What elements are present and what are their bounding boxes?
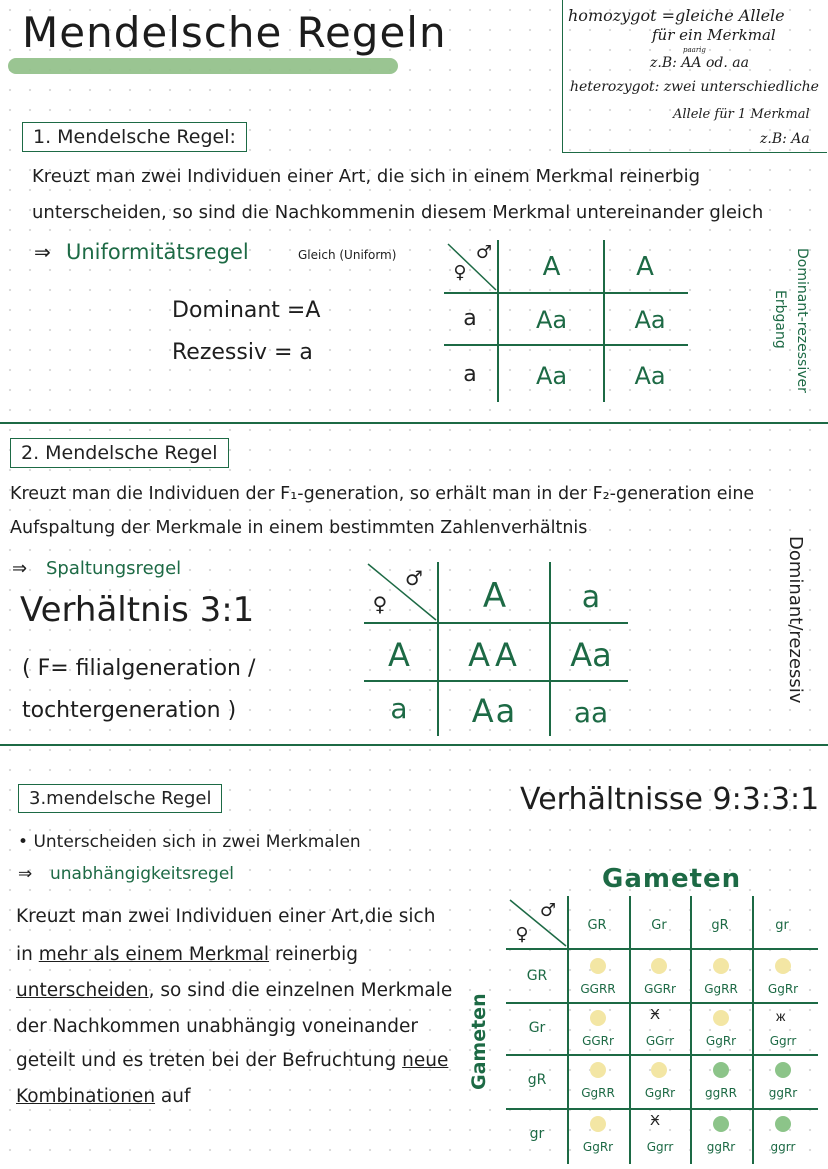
rule3-col-head: gr <box>775 918 789 933</box>
rule3-row-head: GR <box>526 968 548 984</box>
rule2-side-label: Dominant/rezessiv <box>785 536 806 704</box>
rule3-row-head: gr <box>529 1126 545 1142</box>
rule3-label: 3.mendelsche Regel <box>18 784 222 813</box>
yellow-round-pea-icon <box>590 1010 606 1026</box>
def-example-1: z.B: AA od. aa <box>650 55 749 71</box>
rule1-text-2: unterscheiden, so sind die Nachkommenin diesem Merkmal untereinander gleich <box>32 202 764 223</box>
rule3-cell: GgRr <box>644 1086 676 1100</box>
rule3-text-6 <box>16 1086 191 1107</box>
rule2-name: Spaltungsregel <box>46 558 182 579</box>
page-title: Mendelsche Regeln <box>22 8 447 57</box>
rule2-label: 2. Mendelsche Regel <box>10 438 229 468</box>
rule2-row-head: A <box>388 636 410 674</box>
rule2-col-head: A <box>482 576 507 616</box>
rule3-text-5a: geteilt und es treten bei der Befruchtung <box>16 1050 403 1071</box>
rule3-emphasis-2: unterscheiden <box>16 980 149 1001</box>
male-symbol: ♂ <box>475 242 493 263</box>
divider <box>0 422 828 424</box>
yellow-round-pea-icon <box>775 958 791 974</box>
rule1-cell: Aa <box>535 306 568 334</box>
rule3-emphasis-1: mehr als einem Merkmal <box>38 944 270 965</box>
rule1-label: 1. Mendelsche Regel: <box>22 122 247 152</box>
gametes-side-label: Gameten <box>468 993 490 1090</box>
title-highlight <box>8 58 398 74</box>
rule3-text-6b: auf <box>155 1086 191 1107</box>
rule1-cell: Aa <box>634 362 666 390</box>
rule2-text-2: Aufspaltung der Merkmale in einem bestimmten Zahlenverhältnis <box>10 518 588 538</box>
female-symbol: ♀ <box>372 592 388 616</box>
rule1-side-label-1: Dominant-rezessiver <box>794 248 810 393</box>
def-homozygot-2: für ein Merkmal <box>652 26 776 44</box>
yellow-round-pea-icon <box>651 1062 667 1078</box>
rule3-text-4: der Nachkommen unabhängig voneinander <box>16 1016 418 1037</box>
rule3-col-head: Gr <box>651 918 667 933</box>
green-round-pea-icon <box>713 1062 729 1078</box>
rule1-col-head: A <box>542 252 561 282</box>
rule3-cell: Ggrr <box>769 1034 797 1048</box>
rule1-row-head: a <box>463 362 477 387</box>
rule1-text-1: Kreuzt man zwei Individuen einer Art, die sich in einem Merkmal reinerbig <box>32 166 701 187</box>
rule3-col-head: gR <box>711 918 729 933</box>
green-round-pea-icon <box>775 1062 791 1078</box>
rule2-cell: Aa <box>471 692 518 730</box>
rule2-cell: Aa <box>570 636 612 674</box>
def-note: paarig <box>683 46 706 54</box>
green-wrinkled-pea-icon <box>775 1116 791 1132</box>
yellow-round-pea-icon <box>590 958 606 974</box>
rule3-cell: ggRr <box>706 1140 736 1154</box>
rule3-cell: ggRr <box>768 1086 798 1100</box>
rule3-col-head: GR <box>587 918 607 933</box>
yellow-wrinkled-pea-icon: Ӿ <box>650 1112 661 1129</box>
def-heterozygot-2: Allele für 1 Merkmal <box>673 107 810 122</box>
rule2-paren-1: ( F= filialgeneration / <box>22 656 256 681</box>
rule3-cell: ggrr <box>770 1140 796 1154</box>
rule3-arrow: ⇒ <box>18 864 33 884</box>
rule3-cell: GgRr <box>705 1034 737 1048</box>
def-homozygot: homozygot =gleiche Allele <box>568 6 785 25</box>
rule3-cell: GGRr <box>582 1034 614 1048</box>
rule3-bullet-text: Unterscheiden sich in zwei Merkmalen <box>33 832 361 852</box>
yellow-round-pea-icon <box>590 1116 606 1132</box>
rule3-row-head: Gr <box>528 1020 546 1036</box>
rule3-cell: GgRR <box>704 982 738 996</box>
rule3-text-3 <box>16 980 452 1001</box>
rule3-cell: Ggrr <box>646 1140 674 1154</box>
rule1-arrow: ⇒ <box>34 240 51 264</box>
rule1-cell: Aa <box>634 306 666 334</box>
rule1-dominant: Dominant =A <box>172 298 321 323</box>
rule3-text-3b: , so sind die einzelnen Merkmale <box>148 980 453 1001</box>
male-symbol: ♂ <box>539 900 557 921</box>
yellow-round-pea-icon <box>651 958 667 974</box>
male-symbol: ♂ <box>405 566 423 590</box>
rule3-name: unabhängigkeitsregel <box>50 864 235 884</box>
yellow-round-pea-icon <box>713 958 729 974</box>
yellow-wrinkled-pea-icon: ж <box>776 1008 786 1024</box>
rule1-col-head: A <box>636 252 654 282</box>
rule3-cell: GgRr <box>582 1140 614 1154</box>
rule3-cell: GGrr <box>645 1034 675 1048</box>
rule1-name: Uniformitätsregel <box>66 240 249 264</box>
rule2-row-head: a <box>390 692 408 725</box>
rule3-cell: GgRr <box>767 982 799 996</box>
rule2-text-1: Kreuzt man die Individuen der F₁-generation, so erhält man in der F₂-generation eine <box>10 484 755 504</box>
green-round-pea-icon <box>713 1116 729 1132</box>
rule3-cell: GGRR <box>580 982 616 996</box>
rule3-text-5 <box>16 1050 448 1071</box>
yellow-wrinkled-pea-icon: Ӿ <box>650 1006 661 1023</box>
rule1-cell: Aa <box>535 362 568 390</box>
rule3-bullet: • Unterscheiden sich in zwei Merkmalen <box>18 832 361 852</box>
rule3-cell: ggRR <box>705 1086 737 1100</box>
divider <box>0 744 828 746</box>
rule3-text-2a: in <box>16 944 39 965</box>
rule3-text-2 <box>16 944 358 965</box>
rule2-cell: aa <box>573 696 609 729</box>
rule3-emphasis-4: Kombinationen <box>16 1086 156 1107</box>
yellow-round-pea-icon <box>590 1062 606 1078</box>
female-symbol: ♀ <box>515 924 529 945</box>
rule1-side-label-2: Erbgang <box>772 290 788 349</box>
rule1-row-head: a <box>463 306 477 331</box>
gametes-top-label: Gameten <box>602 864 742 894</box>
yellow-round-pea-icon <box>713 1010 729 1026</box>
def-heterozygot: heterozygot: zwei unterschiedliche <box>570 79 819 95</box>
rule3-cell: GgRR <box>581 1086 615 1100</box>
rule2-cell: AA <box>468 636 521 674</box>
rule3-emphasis-3: neue <box>402 1050 449 1071</box>
rule1-recessive: Rezessiv = a <box>172 340 313 365</box>
rule2-col-head: a <box>581 580 601 615</box>
female-symbol: ♀ <box>453 262 467 283</box>
rule2-ratio: Verhältnis 3:1 <box>20 590 255 630</box>
rule1-note: Gleich (Uniform) <box>298 248 397 262</box>
rule3-cell: GGRr <box>644 982 676 996</box>
rule3-text-1: Kreuzt man zwei Individuen einer Art,die sich <box>16 906 436 927</box>
rule3-text-2c: reinerbig <box>269 944 359 965</box>
def-example-2: z.B: Aa <box>760 131 810 147</box>
rule3-ratio: Verhältnisse 9:3:3:1 <box>520 782 820 817</box>
rule2-paren-2: tochtergeneration ) <box>22 698 237 723</box>
rule2-arrow: ⇒ <box>12 558 28 579</box>
rule3-row-head: gR <box>527 1072 547 1088</box>
